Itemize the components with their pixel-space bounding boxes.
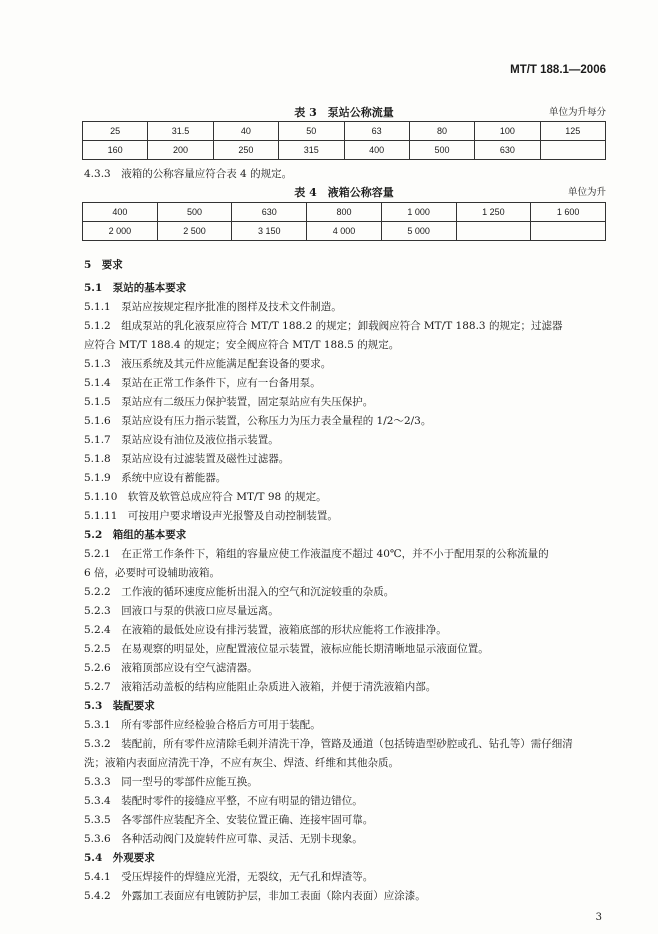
section-5-heading: 5 要求 bbox=[84, 259, 123, 271]
table-cell: 630 bbox=[232, 203, 307, 222]
table-cell: 315 bbox=[279, 141, 344, 160]
section-5-1-heading: 5.1 泵站的基本要求 bbox=[84, 282, 187, 294]
table-cell: 400 bbox=[344, 141, 409, 160]
clause-5-2-4: 5.2.4 在液箱的最低处应设有排污装置，液箱底部的形状应能将工作液排净。 bbox=[84, 624, 447, 636]
section-5-3-heading: 5.3 装配要求 bbox=[84, 700, 155, 712]
table-cell: 160 bbox=[83, 141, 148, 160]
clause-5-1-7: 5.1.7 泵站应设有油位及液位指示装置。 bbox=[84, 434, 279, 446]
table-row bbox=[83, 141, 606, 160]
table-cell: 1 250 bbox=[456, 203, 531, 222]
clause-5-3-1: 5.3.1 所有零部件应经检验合格后方可用于装配。 bbox=[84, 719, 321, 731]
table-cell: 4 000 bbox=[307, 222, 382, 241]
table4-caption: 表 4 液箱公称容量 bbox=[294, 186, 394, 199]
table-cell: 3 150 bbox=[232, 222, 307, 241]
clause-5-1-1: 5.1.1 泵站应按规定程序批准的图样及技术文件制造。 bbox=[84, 301, 342, 313]
clause-4-3-3: 4.3.3 液箱的公称容量应符合表 4 的规定。 bbox=[84, 168, 293, 180]
clause-5-2-1-cont: 6 倍，必要时可设辅助液箱。 bbox=[84, 567, 221, 579]
clause-5-2-3: 5.2.3 回液口与泵的供液口应尽量远离。 bbox=[84, 605, 279, 617]
table3-caption-row bbox=[82, 104, 606, 120]
clause-5-4-2: 5.4.2 外露加工表面应有电镀防护层，非加工表面（除内表面）应涂漆。 bbox=[84, 890, 426, 902]
table-cell: 125 bbox=[540, 122, 605, 141]
section-5-4-heading: 5.4 外观要求 bbox=[84, 852, 155, 864]
table-cell: 40 bbox=[213, 122, 278, 141]
table-cell: 63 bbox=[344, 122, 409, 141]
table-cell: 31.5 bbox=[148, 122, 213, 141]
table-cell: 800 bbox=[307, 203, 382, 222]
table-row bbox=[83, 122, 606, 141]
table-cell: 25 bbox=[83, 122, 148, 141]
table4 bbox=[82, 202, 606, 241]
section-5-2-heading: 5.2 箱组的基本要求 bbox=[84, 529, 187, 541]
clause-5-3-5: 5.3.5 各零部件应装配齐全、安装位置正确、连接牢固可靠。 bbox=[84, 814, 374, 826]
table-row bbox=[83, 203, 606, 222]
table-cell: 5 000 bbox=[381, 222, 456, 241]
table3-unit: 单位为升每分 bbox=[548, 107, 606, 118]
clause-5-3-3: 5.3.3 同一型号的零部件应能互换。 bbox=[84, 776, 258, 788]
table-cell: 630 bbox=[475, 141, 540, 160]
clause-5-1-5: 5.1.5 泵站应有二级压力保护装置，固定泵站应有失压保护。 bbox=[84, 396, 374, 408]
table4-unit: 单位为升 bbox=[567, 187, 606, 198]
clause-5-2-5: 5.2.5 在易观察的明显处，应配置液位显示装置，液标应能长期清晰地显示液面位置。 bbox=[84, 643, 489, 655]
clause-5-3-2: 5.3.2 装配前，所有零件应清除毛刺并清洗干净，管路及通道（包括铸造型砂腔或孔、钻孔等）需仔细清 bbox=[84, 738, 573, 750]
clause-5-1-2: 5.1.2 组成泵站的乳化液泵应符合 MT/T 188.2 的规定；卸载阀应符合 MT/T 188.3 的规定；过滤器 bbox=[84, 320, 563, 332]
table-cell: 1 600 bbox=[531, 203, 606, 222]
clause-5-1-9: 5.1.9 系统中应设有蓄能器。 bbox=[84, 472, 227, 484]
standard-code: MT/T 188.1—2006 bbox=[510, 64, 606, 76]
table-cell: 2 000 bbox=[83, 222, 158, 241]
clause-5-3-2-cont: 洗；液箱内表面应清洗干净，不应有灰尘、焊渣、纤维和其他杂质。 bbox=[84, 757, 399, 769]
page-number: 3 bbox=[595, 912, 602, 923]
table-cell: 2 500 bbox=[157, 222, 232, 241]
clause-5-2-2: 5.2.2 工作液的循环速度应能析出混入的空气和沉淀较重的杂质。 bbox=[84, 586, 395, 598]
table-cell: 80 bbox=[409, 122, 474, 141]
clause-5-1-8: 5.1.8 泵站应设有过滤装置及磁性过滤器。 bbox=[84, 453, 290, 465]
clause-5-3-6: 5.3.6 各种活动阀门及旋转件应可靠、灵活、无别卡现象。 bbox=[84, 833, 363, 845]
table-cell: 1 000 bbox=[381, 203, 456, 222]
table-cell bbox=[456, 222, 531, 241]
clause-5-2-7: 5.2.7 液箱活动盖板的结构应能阻止杂质进入液箱，并便于清洗液箱内部。 bbox=[84, 681, 437, 693]
table-cell: 250 bbox=[213, 141, 278, 160]
clause-5-1-2-cont: 应符合 MT/T 188.4 的规定；安全阀应符合 MT/T 188.5 的规定。 bbox=[84, 339, 400, 351]
table-cell: 200 bbox=[148, 141, 213, 160]
table3-caption: 表 3 泵站公称流量 bbox=[294, 106, 394, 119]
table4-caption-row bbox=[82, 184, 606, 200]
clause-5-1-4: 5.1.4 泵站在正常工作条件下，应有一台备用泵。 bbox=[84, 377, 321, 389]
clause-5-1-6: 5.1.6 泵站应设有压力指示装置，公称压力为压力表全量程的 1/2～2/3。 bbox=[84, 415, 432, 427]
table-row bbox=[83, 222, 606, 241]
clause-5-1-3: 5.1.3 液压系统及其元件应能满足配套设备的要求。 bbox=[84, 358, 332, 370]
clause-5-1-11: 5.1.11 可按用户要求增设声光报警及自动控制装置。 bbox=[84, 510, 338, 522]
table-cell bbox=[531, 222, 606, 241]
table3 bbox=[82, 121, 606, 160]
clause-5-3-4: 5.3.4 装配时零件的接缝应平整，不应有明显的错边错位。 bbox=[84, 795, 363, 807]
table-cell: 100 bbox=[475, 122, 540, 141]
table-cell: 50 bbox=[279, 122, 344, 141]
clause-5-4-1: 5.4.1 受压焊接件的焊缝应光滑，无裂纹，无气孔和焊渣等。 bbox=[84, 871, 374, 883]
clause-5-2-6: 5.2.6 液箱顶部应设有空气滤清器。 bbox=[84, 662, 258, 674]
clause-5-1-10: 5.1.10 软管及软管总成应符合 MT/T 98 的规定。 bbox=[84, 491, 327, 503]
table-cell: 500 bbox=[409, 141, 474, 160]
table-cell bbox=[540, 141, 605, 160]
table-cell: 400 bbox=[83, 203, 158, 222]
clause-5-2-1: 5.2.1 在正常工作条件下，箱组的容量应使工作液温度不超过 40℃，并不小于配用泵的公称流量的 bbox=[84, 548, 549, 560]
table-cell: 500 bbox=[157, 203, 232, 222]
